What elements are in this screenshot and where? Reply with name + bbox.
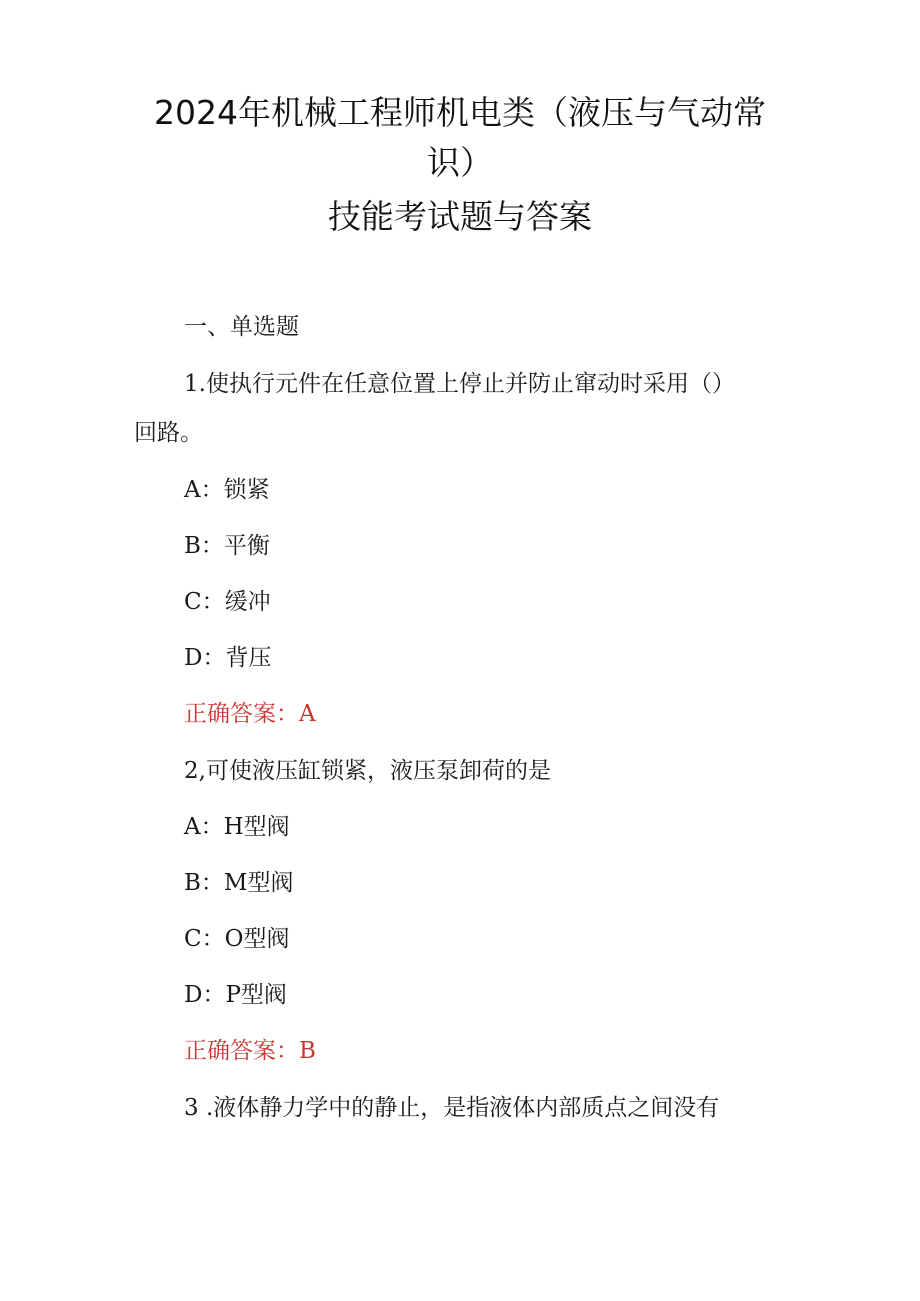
section-heading: 一、单选题 bbox=[184, 314, 299, 340]
title-line-1: 2024年机械工程师机电类（液压与气动常 bbox=[154, 93, 766, 132]
question-2-option-a: A：H型阀 bbox=[184, 814, 290, 840]
question-1-option-a: A：锁紧 bbox=[184, 477, 270, 503]
question-2-option-c: C：O型阀 bbox=[184, 926, 290, 952]
title-line-3: 技能考试题与答案 bbox=[328, 197, 592, 236]
question-1-answer: 正确答案：A bbox=[184, 701, 316, 727]
question-1-option-d: D：背压 bbox=[184, 645, 272, 671]
question-1-option-b: B：平衡 bbox=[184, 533, 270, 559]
question-3-stem: 3 .液体静力学中的静止，是指液体内部质点之间没有 bbox=[184, 1095, 720, 1121]
question-2-answer: 正确答案：B bbox=[184, 1038, 316, 1064]
question-2-option-b: B：M型阀 bbox=[184, 870, 294, 896]
title-line-2: 识） bbox=[427, 143, 493, 182]
question-1-stem-continued: 回路。 bbox=[134, 420, 203, 446]
question-1-stem: 1.使执行元件在任意位置上停止并防止窜动时采用（） bbox=[184, 371, 735, 397]
question-2-stem: 2,可使液压缸锁紧，液压泵卸荷的是 bbox=[184, 758, 551, 784]
document-title bbox=[0, 88, 920, 242]
question-2-option-d: D：P型阀 bbox=[184, 982, 287, 1008]
question-1-option-c: C：缓冲 bbox=[184, 589, 271, 615]
